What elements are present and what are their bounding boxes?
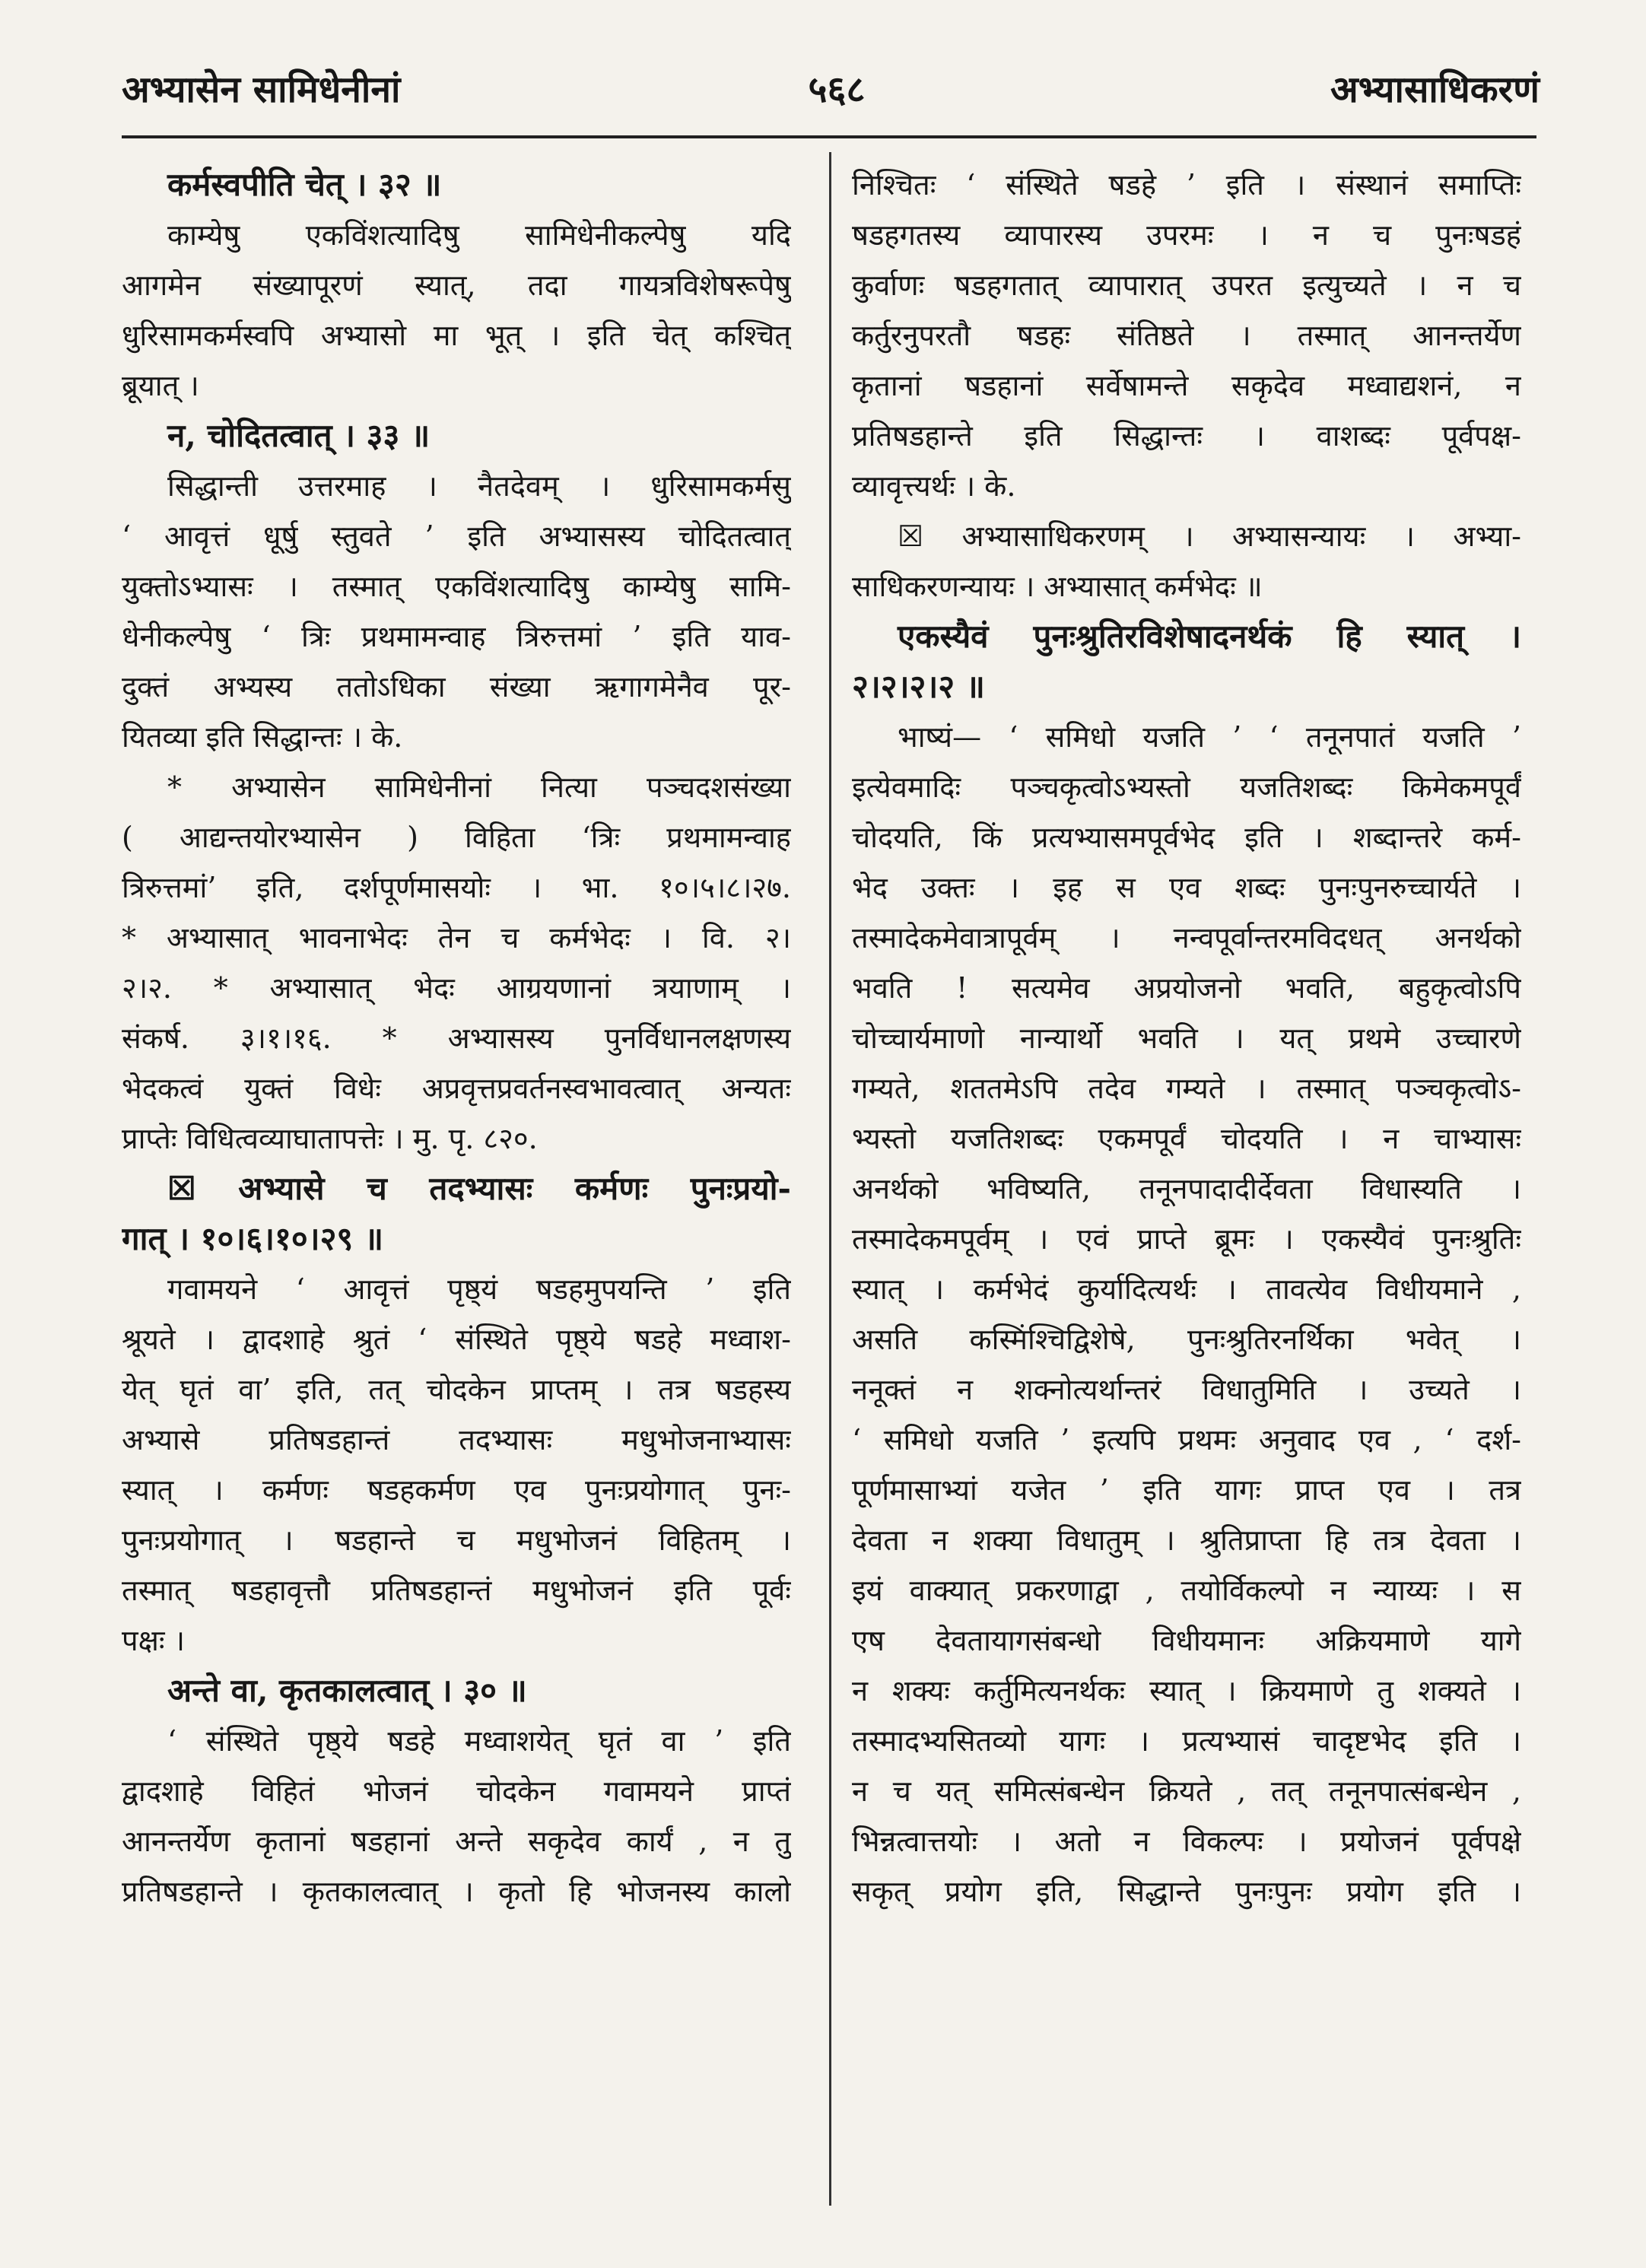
text-line: स्यात् । कर्मभेदं कुर्यादित्यर्थः । तावत्येव विधीयमाने , — [852, 1272, 1521, 1306]
text-line: प्रतिषडहान्ते । कृतकालत्वात् । कृतो हि भोजनस्य कालो — [122, 1875, 791, 1908]
text-line: युक्तोऽभ्यासः । तस्मात् एकविंशत्यादिषु काम्येषु सामि- — [122, 570, 791, 603]
text-line: ‘ आवृत्तं धूर्षु स्तुवते ’ इति अभ्यासस्य चोदितत्वात् — [122, 519, 791, 553]
left-column — [122, 160, 791, 2198]
text-line: तस्मादभ्यसितव्यो यागः । प्रत्यभ्यासं चादृष्टभेद इति । — [852, 1724, 1521, 1758]
text-line: इत्येवमादिः पञ्चकृत्वोऽभ्यस्तो यजतिशब्दः किमेकमपूर्वं — [852, 770, 1521, 804]
text-line: गवामयने ‘ आवृत्तं पृष्ठ्यं षडहमुपयन्ति ’ इति — [167, 1272, 791, 1306]
text-line: सकृत् प्रयोग इति, सिद्धान्ते पुनःपुनः प्रयोग इति । — [852, 1875, 1521, 1908]
text-line: एकस्यैवं पुनःश्रुतिरविशेषादनर्थकं हि स्यात् । — [898, 618, 1521, 655]
text-line: असति कस्मिंश्चिद्विशेषे, पुनःश्रुतिरनर्थिका भवेत् । — [852, 1323, 1521, 1356]
text-line: सिद्धान्ती उत्तरमाह । नैतदेवम् । धुरिसामकर्मसु — [167, 469, 791, 503]
text-line: त्रिरुत्तमां’ इति, दर्शपूर्णमासयोः । भा. १०।५।८।२७. — [122, 871, 791, 904]
text-line: येत् घृतं वा’ इति, तत् चोदकेन प्राप्तम् । तत्र षडहस्य — [122, 1373, 791, 1406]
text-line: स्यात् । कर्मणः षडहकर्मण एव पुनःप्रयोगात् पुनः- — [122, 1473, 791, 1507]
text-line: कर्मस्वपीति चेत् । ३२ ॥ — [167, 166, 442, 203]
text-line: २।२. * अभ्यासात् भेदः आग्रयणानां त्रयाणाम् । — [122, 971, 791, 1005]
text-line: दुक्तं अभ्यस्य ततोऽधिका संख्या ऋगागमेनैव पूर- — [122, 670, 791, 704]
column-divider — [829, 152, 831, 2206]
text-line: इयं वाक्यात् प्रकरणाद्वा , तयोर्विकल्पो न न्याय्यः । स — [852, 1574, 1521, 1607]
text-line: * अभ्यासात् भावनाभेदः तेन च कर्मभेदः । वि. २। — [122, 921, 791, 955]
text-line: अन्ते वा, कृतकालत्वात् । ३० ॥ — [167, 1672, 527, 1709]
running-head-right: अभ्यासाधिकरणं — [1330, 68, 1540, 111]
text-line: साधिकरणन्यायः । अभ्यासात् कर्मभेदः ॥ — [852, 570, 1263, 603]
running-head-left: अभ्यासेन सामिधेनीनां — [122, 68, 401, 111]
text-line: षडहगतस्य व्यापारस्य उपरमः । न च पुनःषडहं — [852, 218, 1521, 252]
text-line: एष देवतायागसंबन्धो विधीयमानः अक्रियमाणे यागे — [852, 1624, 1521, 1657]
text-line: न च यत् समित्संबन्धेन क्रियते , तत् तनूनपात्संबन्धेन , — [852, 1774, 1521, 1808]
page-number: ५६८ — [808, 68, 866, 111]
text-line: द्वादशाहे विहितं भोजनं चोदकेन गवामयने प्राप्तं — [122, 1774, 791, 1808]
text-line: ☒ अभ्यासे च तदभ्यासः कर्मणः पुनःप्रयो- — [167, 1170, 791, 1207]
text-line: * अभ्यासेन सामिधेनीनां नित्या पञ्चदशसंख्या — [167, 770, 791, 804]
text-line: भेदकत्वं युक्तं विधेः अप्रवृत्तप्रवर्तनस्वभावत्वात् अन्यतः — [122, 1072, 791, 1105]
text-line: यितव्या इति सिद्धान्तः । के. — [122, 720, 403, 754]
text-line: चोच्चार्यमाणो नान्यार्थो भवति । यत् प्रथमे उच्चारणे — [852, 1021, 1521, 1055]
text-line: न, चोदितत्वात् । ३३ ॥ — [167, 417, 431, 454]
text-line: अनर्थको भविष्यति, तनूनपादादीर्देवता विधास्यति । — [852, 1172, 1521, 1205]
text-line: अभ्यासे प्रतिषडहान्तं तदभ्यासः मधुभोजनाभ्यासः — [122, 1423, 791, 1456]
text-line: भ्यस्तो यजतिशब्दः एकमपूर्वं चोदयति । न चाभ्यासः — [852, 1122, 1521, 1155]
text-line: निश्चितः ‘ संस्थिते षडहे ’ इति । संस्थानं समाप्तिः — [852, 168, 1521, 202]
text-line: ☒ अभ्यासाधिकरणम् । अभ्यासन्यायः । अभ्या- — [898, 519, 1521, 553]
text-line: ब्रूयात् । — [122, 369, 199, 402]
text-line: काम्येषु एकविंशत्यादिषु सामिधेनीकल्पेषु यदि — [167, 218, 791, 252]
text-line: भवति ! सत्यमेव अप्रयोजनो भवति, बहुकृत्वोऽपि — [852, 971, 1521, 1005]
text-line: आनन्तर्येण कृतानां षडहानां अन्ते सकृदेव कार्यं , न तु — [122, 1825, 791, 1858]
text-line: संकर्ष. ३।१।१६. * अभ्यासस्य पुनर्विधानलक्षणस्य — [122, 1021, 791, 1055]
text-line: ननूक्तं न शक्नोत्यर्थान्तरं विधातुमिति । उच्यते । — [852, 1373, 1521, 1406]
text-line: भिन्नत्वात्तयोः । अतो न विकल्पः । प्रयोजनं पूर्वपक्षे — [852, 1825, 1521, 1858]
header-rule — [122, 135, 1536, 138]
text-line: गम्यते, शततमेऽपि तदेव गम्यते । तस्मात् पञ्चकृत्वोऽ- — [852, 1072, 1521, 1105]
text-line: २।२।२।२ ॥ — [852, 668, 985, 705]
text-line: गात् । १०।६।१०।२९ ॥ — [122, 1220, 384, 1257]
text-line: धेनीकल्पेषु ‘ त्रिः प्रथमामन्वाह त्रिरुत्तमां ’ इति याव- — [122, 620, 791, 653]
text-line: कृतानां षडहानां सर्वेषामन्ते सकृदेव मध्वाद्यशनं, न — [852, 369, 1521, 402]
text-line: चोदयति, किं प्रत्यभ्यासमपूर्वभेद इति । शब्दान्तरे कर्म- — [852, 821, 1521, 854]
text-line: कुर्वाणः षडहगतात् व्यापारात् उपरत इत्युच्यते । न च — [852, 268, 1521, 302]
text-line: प्राप्तेः विधित्वव्याघातापत्तेः । मु. पृ. ८२०. — [122, 1122, 538, 1155]
text-line: धुरिसामकर्मस्वपि अभ्यासो मा भूत् । इति चेत् कश्चित् — [122, 319, 791, 352]
text-line: पूर्णमासाभ्यां यजेत ’ इति यागः प्राप्त एव । तत्र — [852, 1473, 1521, 1507]
text-line: व्यावृत्त्यर्थः । के. — [852, 469, 1016, 503]
text-line: ‘ समिधो यजति ’ इत्यपि प्रथमः अनुवाद एव , ‘ दर्श- — [852, 1423, 1521, 1456]
text-line: आगमेन संख्यापूरणं स्यात्, तदा गायत्रविशेषरूपेषु — [122, 268, 791, 302]
text-line: प्रतिषडहान्ते इति सिद्धान्तः । वाशब्दः पूर्वपक्ष- — [852, 419, 1521, 453]
text-line: भेद उक्तः । इह स एव शब्दः पुनःपुनरुच्चार्यते । — [852, 871, 1521, 904]
text-line: कर्तुरनुपरतौ षडहः संतिष्ठते । तस्मात् आनन्तर्येण — [852, 319, 1521, 352]
text-line: पुनःप्रयोगात् । षडहान्ते च मधुभोजनं विहितम् । — [122, 1523, 791, 1557]
text-line: ‘ संस्थिते पृष्ठ्ये षडहे मध्वाशयेत् घृतं वा ’ इति — [167, 1724, 791, 1758]
text-line: तस्मात् षडहावृत्तौ प्रतिषडहान्तं मधुभोजनं इति पूर्वः — [122, 1574, 791, 1607]
text-line: देवता न शक्या विधातुम् । श्रुतिप्राप्ता हि तत्र देवता । — [852, 1523, 1521, 1557]
text-line: तस्मादेकमपूर्वम् । एवं प्राप्ते ब्रूमः । एकस्यैवं पुनःश्रुतिः — [852, 1222, 1521, 1256]
text-line: पक्षः । — [122, 1624, 185, 1657]
text-line: ( आद्यन्तयोरभ्यासेन ) विहिता ‘त्रिः प्रथमामन्वाह — [122, 821, 791, 854]
text-line: तस्मादेकमेवात्रापूर्वम् । नन्वपूर्वान्तरमविदधत् अनर्थको — [852, 921, 1521, 955]
right-column — [852, 160, 1521, 2198]
text-line: न शक्यः कर्तुमित्यनर्थकः स्यात् । क्रियमाणे तु शक्यते । — [852, 1674, 1521, 1707]
text-line: श्रूयते । द्वादशाहे श्रुतं ‘ संस्थिते पृष्ठ्ये षडहे मध्वाश- — [122, 1323, 791, 1356]
text-line: भाष्यं— ‘ समिधो यजति ’ ‘ तनूनपातं यजति ’ — [898, 720, 1521, 754]
